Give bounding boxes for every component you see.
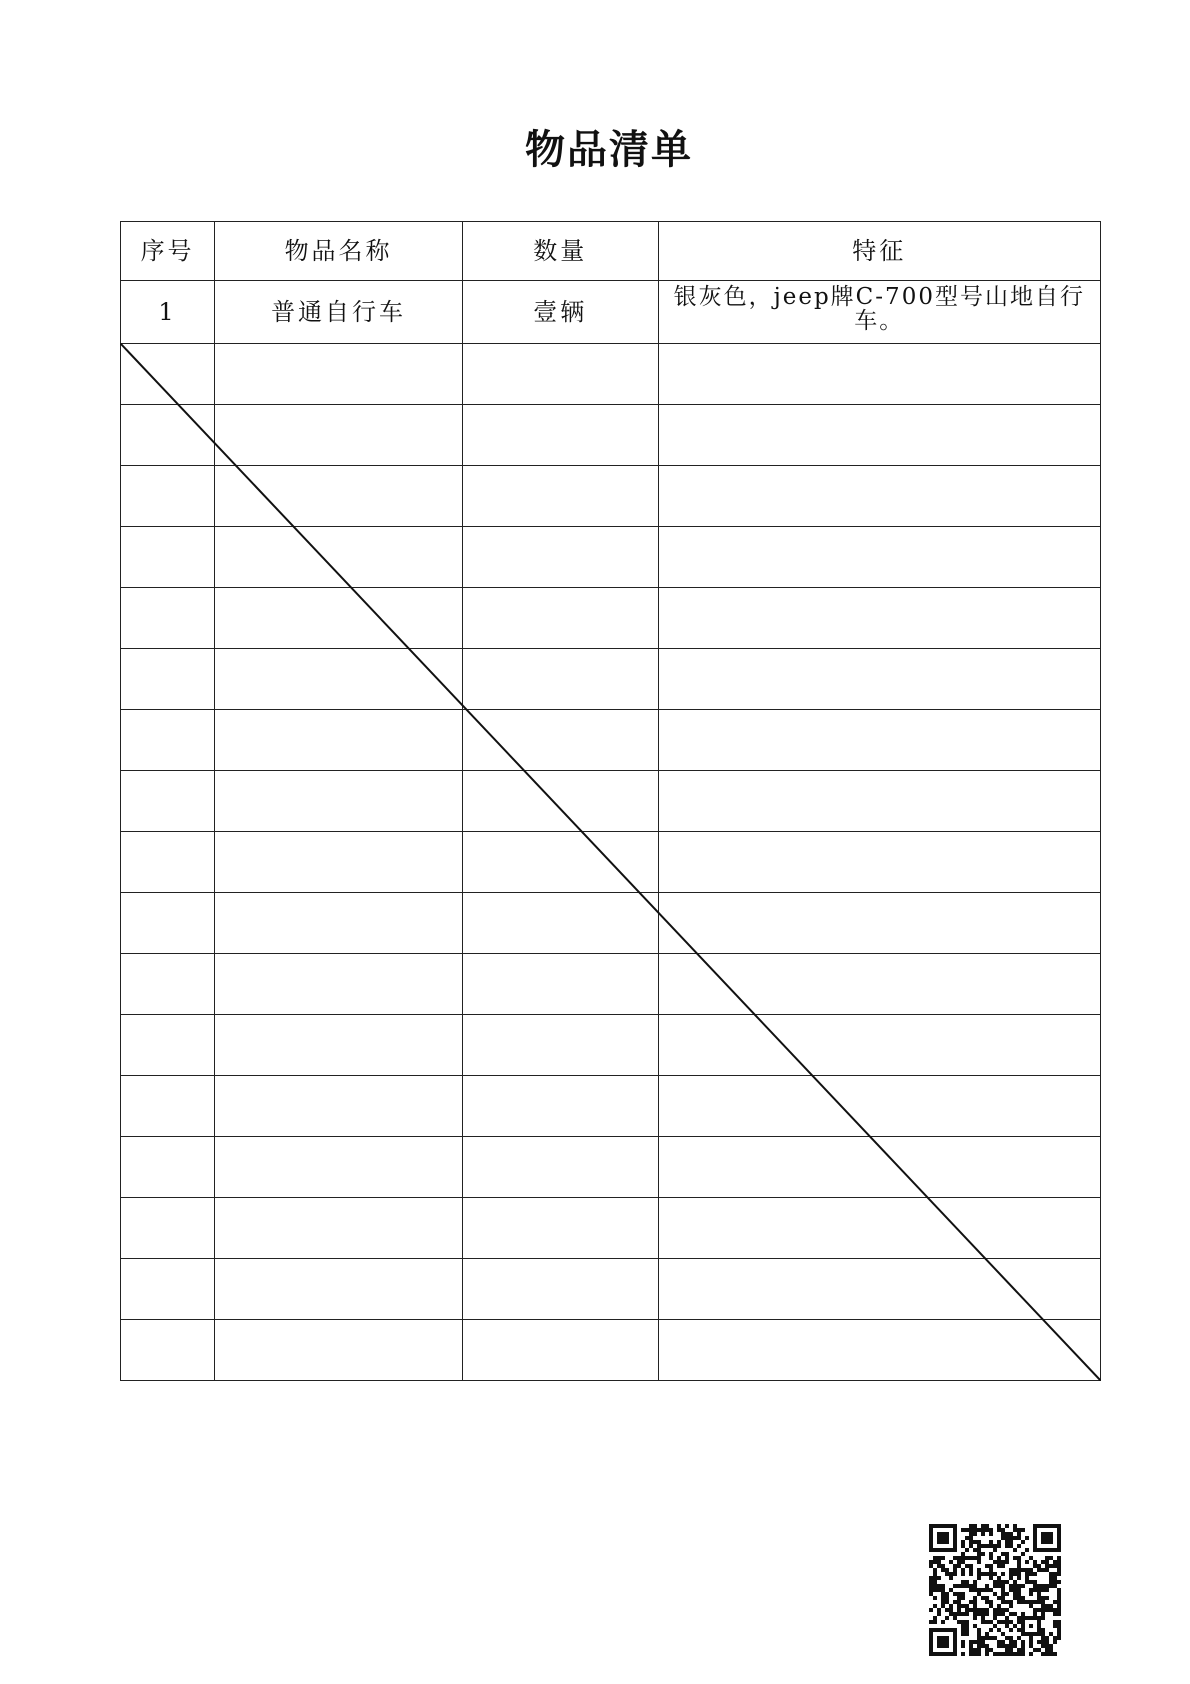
empty-cell (121, 527, 215, 588)
empty-cell (658, 893, 1100, 954)
empty-cell (215, 1320, 463, 1381)
empty-cell (658, 1015, 1100, 1076)
empty-cell (121, 1259, 215, 1320)
empty-cell (463, 954, 659, 1015)
empty-cell (463, 771, 659, 832)
empty-cell (215, 771, 463, 832)
empty-cell (121, 1015, 215, 1076)
table-row (121, 281, 1101, 344)
empty-cell (215, 466, 463, 527)
empty-cell (658, 649, 1100, 710)
empty-cell (658, 588, 1100, 649)
table-header-row (121, 222, 1101, 281)
empty-cell (121, 466, 215, 527)
empty-cell (658, 954, 1100, 1015)
empty-cell (215, 1076, 463, 1137)
empty-cell (121, 771, 215, 832)
table-row (121, 832, 1101, 893)
empty-cell (121, 1320, 215, 1381)
empty-cell (658, 832, 1100, 893)
empty-cell (463, 1137, 659, 1198)
empty-cell (463, 1198, 659, 1259)
empty-cell (463, 649, 659, 710)
table-row (121, 466, 1101, 527)
empty-cell (658, 1076, 1100, 1137)
empty-cell (215, 588, 463, 649)
empty-cell (121, 649, 215, 710)
empty-cell (121, 893, 215, 954)
table-row (121, 405, 1101, 466)
cell-index: 1 (121, 281, 215, 344)
empty-cell (463, 1320, 659, 1381)
empty-cell (215, 893, 463, 954)
empty-cell (121, 405, 215, 466)
empty-cell (121, 1198, 215, 1259)
empty-cell (215, 832, 463, 893)
table-row (121, 710, 1101, 771)
table-row (121, 1259, 1101, 1320)
empty-cell (658, 1137, 1100, 1198)
header-cell-feature: 特征 (658, 222, 1100, 281)
empty-cell (463, 405, 659, 466)
empty-cell (463, 527, 659, 588)
empty-cell (121, 954, 215, 1015)
empty-cell (658, 344, 1100, 405)
empty-cell (215, 1259, 463, 1320)
empty-cell (215, 954, 463, 1015)
empty-cell (121, 1137, 215, 1198)
empty-cell (215, 1015, 463, 1076)
empty-cell (658, 1259, 1100, 1320)
empty-cell (121, 832, 215, 893)
empty-cell (463, 588, 659, 649)
empty-cell (658, 527, 1100, 588)
empty-cell (215, 527, 463, 588)
table-row (121, 344, 1101, 405)
empty-cell (121, 1076, 215, 1137)
page-title: 物品清单 (525, 126, 693, 173)
item-list-table (120, 221, 1101, 1381)
table-row (121, 893, 1101, 954)
empty-cell (215, 649, 463, 710)
empty-cell (215, 1198, 463, 1259)
empty-cell (658, 405, 1100, 466)
table-row (121, 649, 1101, 710)
qr-code-icon (929, 1524, 1061, 1656)
cell-quantity: 壹辆 (463, 281, 659, 344)
empty-cell (658, 771, 1100, 832)
empty-cell (215, 1137, 463, 1198)
table-row (121, 1320, 1101, 1381)
table-row (121, 1076, 1101, 1137)
empty-cell (658, 1198, 1100, 1259)
table-row (121, 954, 1101, 1015)
empty-cell (658, 466, 1100, 527)
empty-cell (463, 893, 659, 954)
empty-cell (463, 344, 659, 405)
empty-cell (658, 1320, 1100, 1381)
header-cell-index: 序号 (121, 222, 215, 281)
table-row (121, 527, 1101, 588)
qr-code-graphic (929, 1524, 1061, 1656)
item-list-table-wrapper (120, 221, 1101, 1371)
table-row (121, 1198, 1101, 1259)
header-cell-quantity: 数量 (463, 222, 659, 281)
empty-cell (121, 710, 215, 771)
cell-name: 普通自行车 (215, 281, 463, 344)
empty-cell (463, 1076, 659, 1137)
table-row (121, 1137, 1101, 1198)
empty-cell (121, 588, 215, 649)
empty-cell (463, 1015, 659, 1076)
table-row (121, 588, 1101, 649)
table-row (121, 1015, 1101, 1076)
empty-cell (658, 710, 1100, 771)
empty-cell (121, 344, 215, 405)
empty-cell (215, 344, 463, 405)
cell-feature: 银灰色，jeep牌C-700型号山地自行车。 (658, 281, 1100, 344)
empty-cell (463, 710, 659, 771)
empty-cell (463, 832, 659, 893)
header-cell-name: 物品名称 (215, 222, 463, 281)
empty-cell (215, 710, 463, 771)
empty-cell (463, 1259, 659, 1320)
empty-cell (215, 405, 463, 466)
empty-cell (463, 466, 659, 527)
table-row (121, 771, 1101, 832)
